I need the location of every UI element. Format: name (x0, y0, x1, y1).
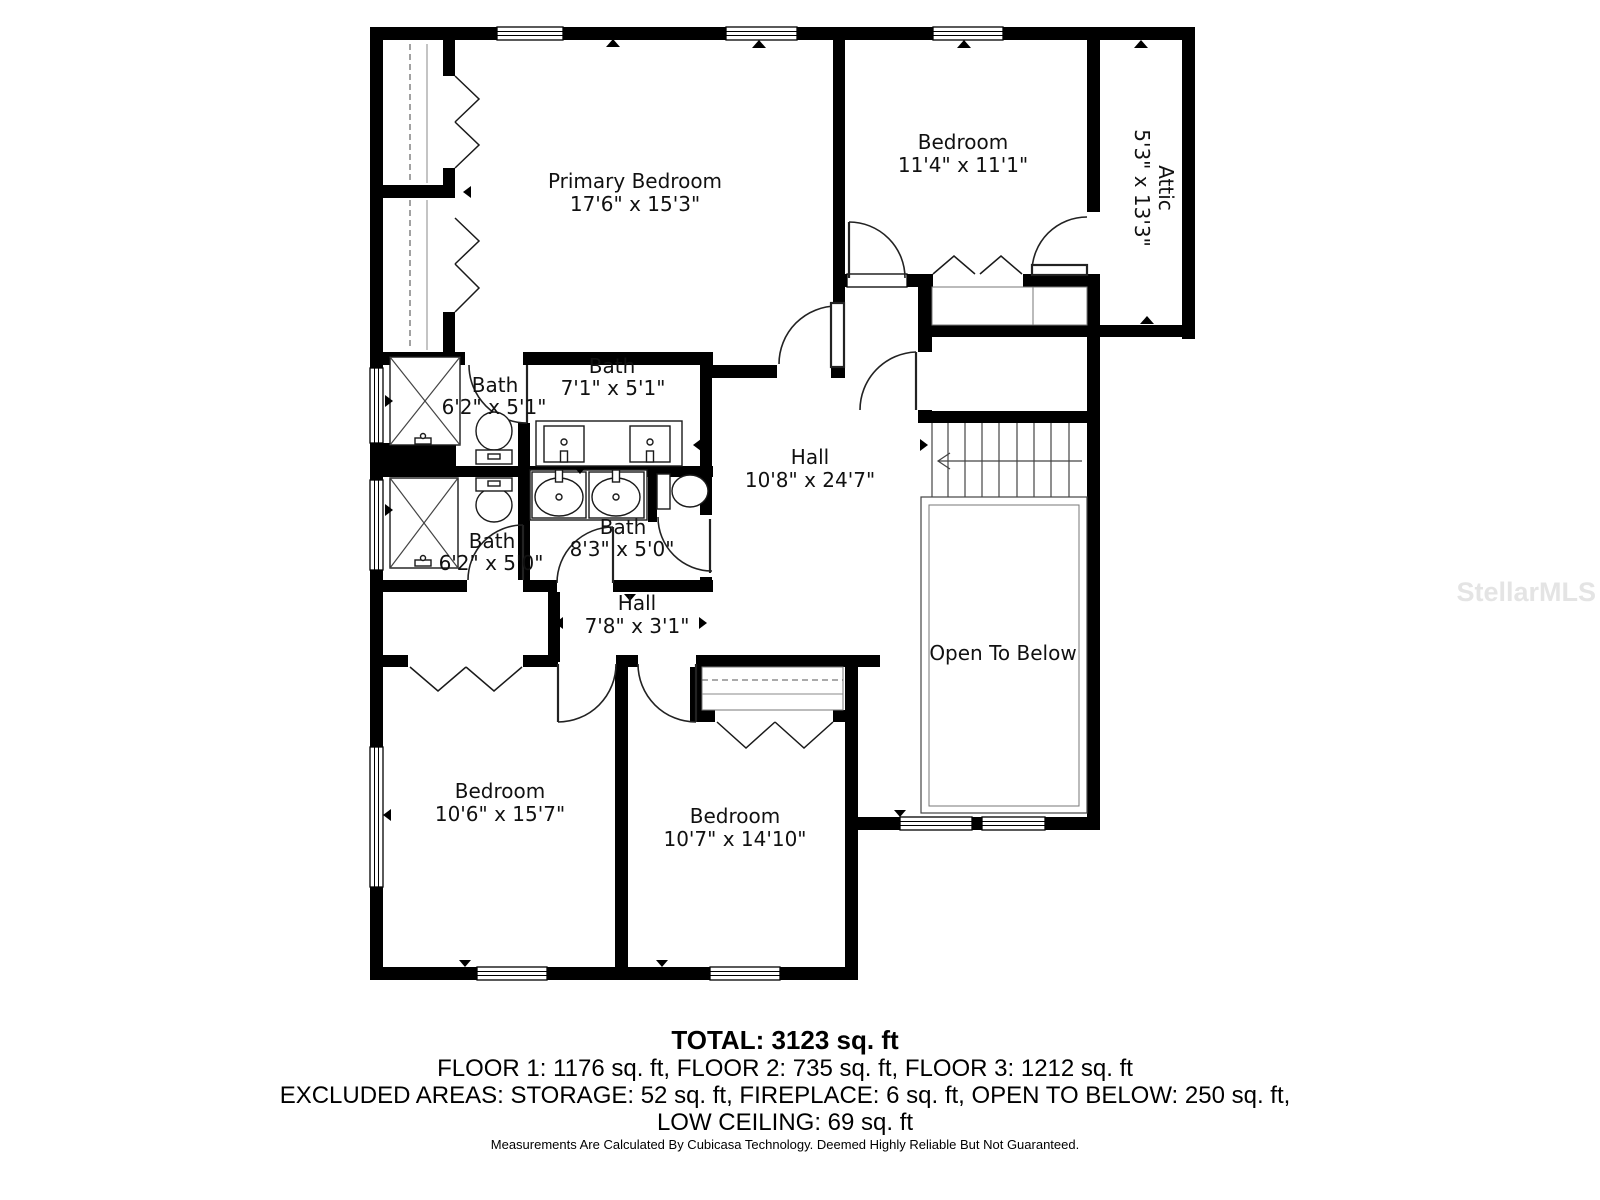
marker-icon (920, 439, 928, 451)
marker-icon (957, 40, 971, 48)
wall-segment (443, 312, 455, 352)
door-swing-icon (558, 664, 616, 722)
wall-segment (383, 185, 455, 198)
stairs-direction-arrow (938, 453, 1082, 469)
wall-segment (833, 27, 845, 305)
room-dims-primary-bedroom: 17'6" x 15'3" (569, 192, 701, 216)
room-dims-hall-main: 10'8" x 24'7" (744, 468, 876, 492)
window (370, 368, 383, 443)
room-label-bedroom-br: Bedroom (689, 804, 781, 828)
room-label-hall-small: Hall (617, 591, 657, 615)
wall-segment (370, 967, 858, 980)
door-swing-icon (1032, 212, 1101, 275)
marker-icon (656, 960, 668, 967)
window (900, 817, 972, 830)
watermark: StellarMLS (1456, 577, 1596, 607)
wall-segment (383, 443, 456, 468)
window (726, 27, 797, 40)
door-swing-icon (638, 664, 696, 722)
wall-segment (648, 471, 657, 522)
window (370, 480, 383, 570)
wall-segment (918, 287, 932, 352)
door-swing-icon (847, 222, 907, 287)
wall-segment (696, 655, 880, 667)
double-sink-icon (530, 470, 647, 520)
door-swing-icon (860, 352, 916, 410)
room-dims-bath2: 7'1" x 5'1" (560, 376, 666, 400)
room-label-bedroom-bl: Bedroom (454, 779, 546, 803)
bifold-door-icon (410, 667, 522, 691)
wall-segment (690, 710, 715, 722)
wall-segment (833, 710, 858, 722)
wall-segment (918, 325, 1195, 337)
room-dims-attic: 5'3" x 13'3" (1130, 129, 1154, 247)
wall-segment (616, 655, 638, 667)
window (477, 967, 547, 980)
toilet-icon (476, 412, 512, 464)
wall-segment (443, 40, 455, 76)
wall-segment (1182, 27, 1195, 339)
bifold-door-icon (933, 256, 1022, 274)
marker-icon (1140, 316, 1154, 324)
toilet-icon (476, 478, 512, 522)
window (982, 817, 1045, 830)
wall-segment (918, 410, 932, 423)
staircase (932, 423, 1082, 497)
room-label-bath1: Bath (471, 373, 519, 397)
marker-icon (1134, 40, 1148, 48)
wall-segment (548, 592, 560, 662)
room-dims-bath4: 8'3" x 5'0" (569, 537, 675, 561)
footer-excluded-1: EXCLUDED AREAS: STORAGE: 52 sq. ft, FIREPLACE: 6 sq. ft, OPEN TO BELOW: 250 sq. ft, (279, 1082, 1291, 1109)
room-dims-bedroom-top: 11'4" x 11'1" (897, 153, 1029, 177)
room-dims-hall-small: 7'8" x 3'1" (584, 614, 690, 638)
marker-icon (459, 960, 471, 967)
room-label-bath3: Bath (468, 529, 516, 553)
room-label-bedroom-top: Bedroom (917, 130, 1009, 154)
marker-icon (463, 186, 471, 198)
wall-segment (383, 655, 408, 667)
footer-total: TOTAL: 3123 sq. ft (671, 1025, 899, 1055)
footer (280, 1025, 1291, 1152)
wall-segment (518, 423, 530, 466)
wall-segment (383, 580, 467, 592)
room-dims-bath3: 6'2" x 5'0" (438, 551, 544, 575)
marker-icon (894, 810, 906, 817)
window (497, 27, 563, 40)
room-dims-bath1: 6'2" x 5'1" (441, 395, 547, 419)
door-swing-icon (779, 303, 844, 367)
wall-segment (548, 655, 558, 667)
marker-icon (693, 439, 701, 451)
window (933, 27, 1003, 40)
marker-icon (606, 39, 620, 47)
room-dims-bedroom-br: 10'7" x 14'10" (663, 827, 807, 851)
wall-segment (615, 667, 628, 967)
room-label-hall-main: Hall (790, 445, 830, 469)
room-label-attic: Attic (1154, 165, 1178, 211)
double-vanity-icon (536, 421, 682, 466)
room-dims-bedroom-bl: 10'6" x 15'7" (434, 802, 566, 826)
marker-icon (699, 617, 707, 629)
footer-excluded-2: LOW CEILING: 69 sq. ft (656, 1109, 914, 1136)
window (710, 967, 780, 980)
toilet-icon (657, 474, 708, 509)
wall-segment (932, 411, 1088, 423)
room-label-open-to-below: Open To Below (929, 641, 1077, 665)
window (370, 747, 383, 887)
wall-segment (523, 655, 548, 667)
footer-floors: FLOOR 1: 1176 sq. ft, FLOOR 2: 735 sq. ft, FLOOR 3: 1212 sq. ft (437, 1055, 1133, 1082)
room-label-bath2: Bath (588, 354, 636, 378)
marker-icon (752, 40, 766, 48)
wall-segment (907, 274, 933, 287)
room-label-bath4: Bath (599, 515, 647, 539)
bifold-door-icon (717, 722, 833, 748)
marker-icon (383, 809, 391, 821)
wall-segment (1087, 27, 1100, 830)
wall-segment (523, 580, 557, 592)
room-label-primary-bedroom: Primary Bedroom (547, 169, 723, 193)
footer-disclaimer: Measurements Are Calculated By Cubicasa Technology. Deemed Highly Reliable But Not Guaranteed. (490, 1137, 1080, 1152)
